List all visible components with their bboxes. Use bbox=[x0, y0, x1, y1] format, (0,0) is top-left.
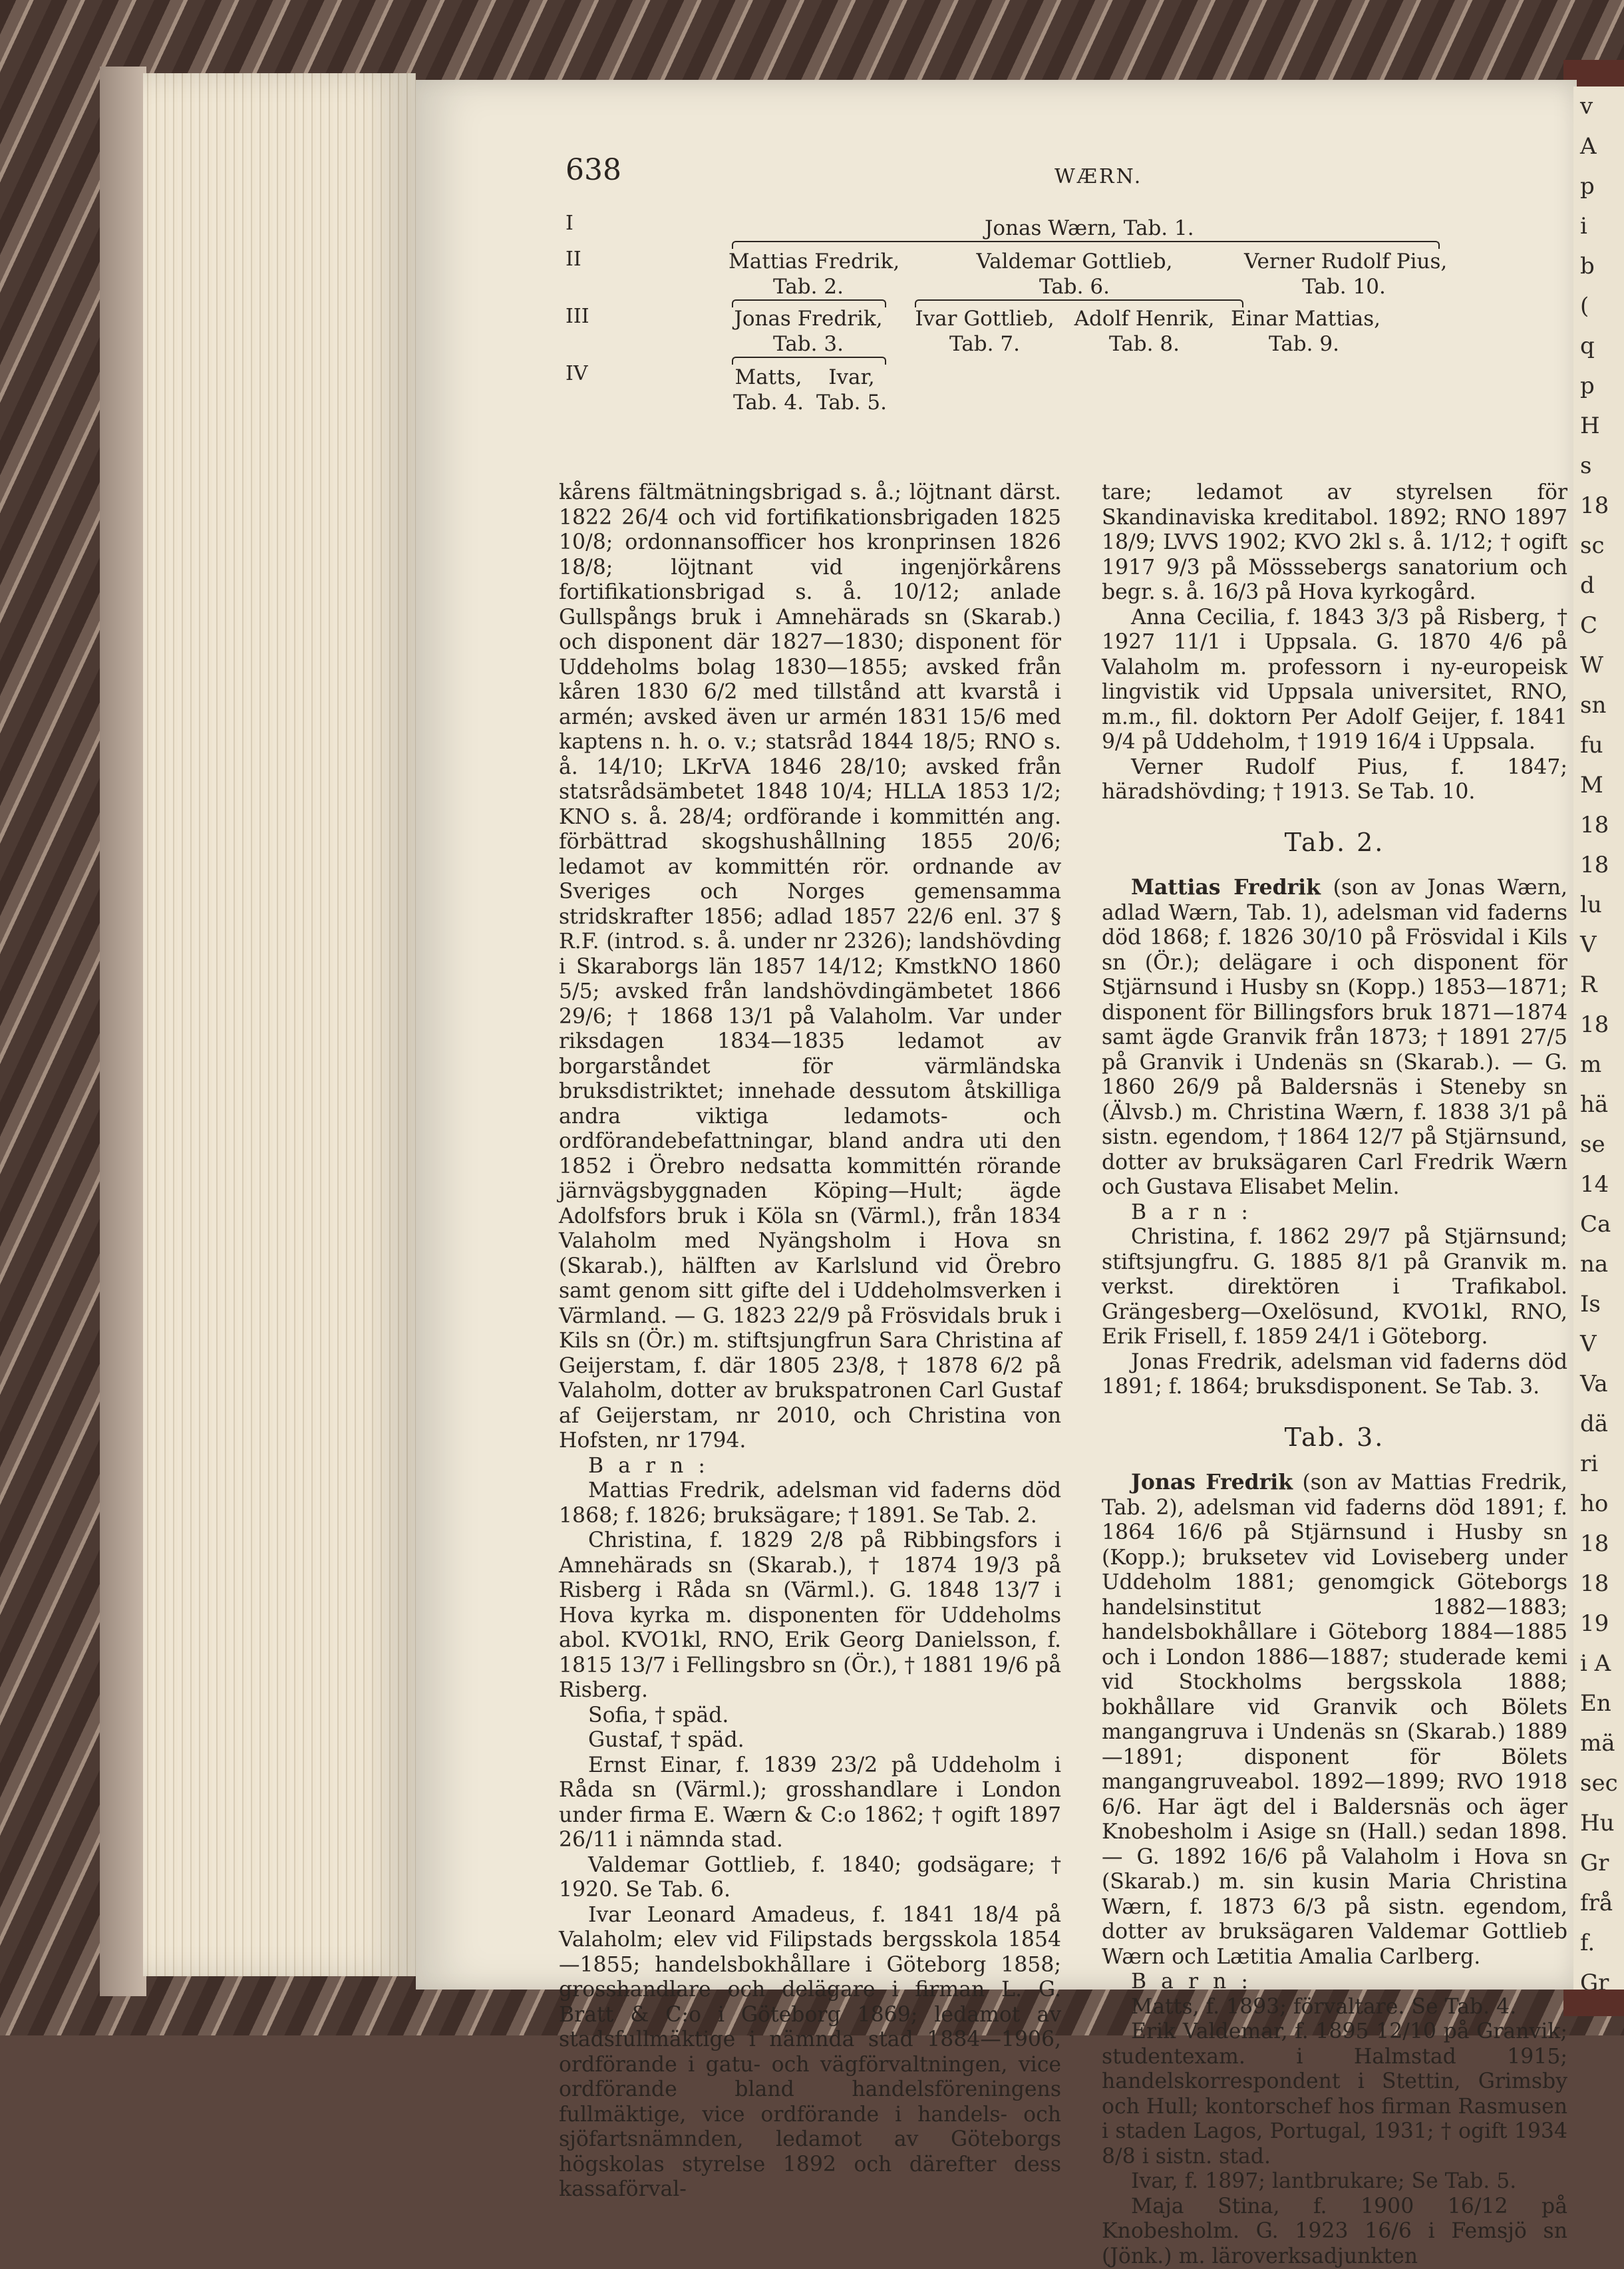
gen3-entry: Ivar Gottlieb, Tab. 7. bbox=[911, 306, 1058, 357]
entry-name: Jonas Fredrik bbox=[1131, 1470, 1293, 1494]
generation-numeral: II bbox=[566, 248, 581, 271]
gen3-entry: Einar Mattias, Tab. 9. bbox=[1231, 306, 1377, 357]
facing-page-fragment-line: hä bbox=[1573, 1085, 1624, 1125]
table-heading: Tab. 2. bbox=[1102, 830, 1567, 856]
generation-numeral: IV bbox=[566, 362, 588, 385]
gen3-entry: Adolf Henrik, Tab. 8. bbox=[1071, 306, 1218, 357]
facing-page-fragment-line: C bbox=[1573, 606, 1624, 645]
child-entry: Christina, f. 1829 2/8 på Ribbingsfors i Amnehärads sn (Skarab.), † 1874 19/3 på Risberg i Råda sn (Värml.). G. 1848 13/7 i Hova kyrka m. disponenten för Uddeholms abol. KVO1kl, RNO, Erik Georg Danielsson, f. 1815 13/7 i Fellingsbro sn (Ör.), † 1881 19/6 på Risberg. bbox=[559, 1528, 1061, 1703]
facing-page-fragment-line: En bbox=[1573, 1683, 1624, 1723]
entry-text: (son av Jonas Wærn, adlad Wærn, Tab. 1), adelsman vid faderns död 1868; f. 1826 30/10 på Frösvidal i Kils sn (Ör.); delägare i och disponent för Stjärnsund i Husby sn (Kopp.) 1853—1871; disponent för Billingsfors bruk 1871—1874 samt ägde Granvik från 1873; † 1891 27/5 på Granvik i Undenäs sn (Skarab.). — G. 1860 26/9 på Baldersnäs i Steneby sn (Älvsb.) m. Christina Wærn, f. 1838 3/1 på sistn. egendom, † 1864 12/7 på Stjärnsund, dotter av bruksägaren Carl Fredrik Wærn och Gustava Elisabet Melin. bbox=[1102, 876, 1567, 1199]
facing-page-fragment-line: 18 bbox=[1573, 1005, 1624, 1045]
entry-text: (son av Mattias Fredrik, Tab. 2), adelsman vid faderns död 1891; f. 1864 16/6 på Stjärnsund i Husby sn (Kopp.); bruksetev vid Loviseberg under Uddeholm 1881; genomgick Göteborgs handelsinstitut 1882—1883; handelsbokhållare i Göteborg 1884—1885 och i London 1886—1887; studerade kemi vid Stockholms bergsskola 1888; bokhållare vid Granvik och Bölets mangangruva i Undenäs sn (Skarab.) 1889—1891; disponent för Bölets mangangruveabol. 1892—1899; RVO 1918 6/6. Har ägt del i Baldersnäs och äger Knobesholm i Asige sn (Hall.) sedan 1898. — G. 1892 16/6 på Valaholm i Hova sn (Skarab.) m. sin kusin Maria Christina Wærn, f. 1873 6/3 på sistn. egendom, dotter av bruksägaren Valdemar Gottlieb Wærn och Lætitia Amalia Carlberg. bbox=[1102, 1471, 1567, 1969]
facing-page-fragment-line: Va bbox=[1573, 1364, 1624, 1404]
facing-page-fragment-line: Ca bbox=[1573, 1204, 1624, 1244]
child-entry: Jonas Fredrik, adelsman vid faderns död 1891; f. 1864; bruksdisponent. Se Tab. 3. bbox=[1102, 1350, 1567, 1400]
facing-page-fragment-line: 18 bbox=[1573, 486, 1624, 526]
facing-page-fragment-line: na bbox=[1573, 1244, 1624, 1284]
facing-page-fragment-line: Gr bbox=[1573, 1963, 1624, 1990]
child-entry: Matts, f. 1893; förvaltare. Se Tab. 4. bbox=[1102, 1995, 1567, 2020]
genealogy-brace bbox=[732, 241, 1440, 249]
facing-page-fragment-line: ( bbox=[1573, 286, 1624, 326]
table-heading: Tab. 3. bbox=[1102, 1425, 1567, 1451]
gen3-entry: Jonas Fredrik, Tab. 3. bbox=[732, 306, 885, 357]
facing-page-fragment-line: 14 bbox=[1573, 1164, 1624, 1204]
child-entry: Ivar, f. 1897; lantbrukare; Se Tab. 5. bbox=[1102, 2169, 1567, 2194]
facing-page-fragment-line: Hu bbox=[1573, 1803, 1624, 1843]
facing-page-fragment-line: R bbox=[1573, 965, 1624, 1005]
gen2-entry: Valdemar Gottlieb, Tab. 6. bbox=[975, 249, 1174, 299]
page-stack-edge bbox=[143, 73, 416, 1976]
facing-page-fragment-line: lu bbox=[1573, 885, 1624, 925]
cover-board-edge bbox=[100, 67, 146, 1996]
facing-page-fragment-line: 18 bbox=[1573, 1564, 1624, 1604]
paragraph: tare; ledamot av styrelsen för Skandinaviska kreditabol. 1892; RNO 1897 18/9; LVVS 1902; KVO 2kl s. å. 1/12; † ogift 1917 9/3 på Mösssebergs sanatorium och begr. s. å. 16/3 på Hova kyrkogård. bbox=[1102, 480, 1567, 606]
facing-page-fragment-line: 18 bbox=[1573, 845, 1624, 885]
facing-page-fragment-line: 19 bbox=[1573, 1604, 1624, 1644]
facing-page-fragment-line: i A bbox=[1573, 1644, 1624, 1683]
facing-page-fragment-line: ri bbox=[1573, 1444, 1624, 1484]
facing-page-fragment-line: dä bbox=[1573, 1404, 1624, 1444]
facing-page-fragment-line: M bbox=[1573, 765, 1624, 805]
facing-page-fragment-line: mä bbox=[1573, 1723, 1624, 1763]
facing-page-fragment-line: V bbox=[1573, 1324, 1624, 1364]
facing-page-fragment-line: v bbox=[1573, 87, 1624, 126]
facing-page-fragment bbox=[1573, 87, 1624, 1990]
gen2-entry: Mattias Fredrik, Tab. 2. bbox=[729, 249, 888, 299]
facing-page-fragment-line: f. bbox=[1573, 1923, 1624, 1963]
facing-page-fragment-line: W bbox=[1573, 645, 1624, 685]
genealogy-brace bbox=[732, 357, 886, 365]
child-entry: Gustaf, † späd. bbox=[559, 1728, 1061, 1753]
running-head: WÆRN. bbox=[1055, 165, 1142, 188]
facing-page-fragment-line: A bbox=[1573, 126, 1624, 166]
paragraph: kårens fältmätningsbrigad s. å.; löjtnant därst. 1822 26/4 och vid fortifikationsbrigaden 1825 10/8; ordonnansofficer hos kronprinsen 1826 18/8; löjtnant vid ingenjörkårens fortifikationsbrigad s. å. 10/12; anlade Gullspångs bruk i Amnehärads sn (Skarab.) och disponent där 1827—1830; disponent för Uddeholms bolag 1830—1855; avsked från kåren 1830 6/2 med tillstånd att kvarstå i armén; avsked även ur armén 1831 15/6 med kaptens n. h. o. v.; statsråd 1844 18/5; RNO s. å. 14/10; LKrVA 1846 28/10; avsked från statsrådsämbetet 1848 10/4; HLLA 1853 1/2; KNO s. å. 28/4; ordförande i kommittén ang. förbättrad skogshushållning 1855 20/6; ledamot av kommittén rör. ordnande av Sveriges och Norges gemensamma stridskrafter 1856; adlad 1857 22/6 enl. 37 § R.F. (introd. s. å. under nr 2326); landshövding i Skaraborgs län 1857 14/12; KmstkNO 1860 5/5; avsked från landshövdingämbetet 1866 29/6; † 1868 13/1 på Valaholm. Var under riksdagen 1834—1835 ledamot av borgarståndet för värmländska bruksdistriktet; innehade dessutom åtskilliga andra viktiga ledamots- och ordförandebefattningar, bland andra uti den 1852 i Örebro nedsatta kommittén rörande järnvägsbyggnaden Köping—Hult; ägde Adolfsfors bruk i Köla sn (Värml.), från 1834 Valaholm med Nyängsholm i Hova sn (Skarab.), hälften av Karlslund vid Örebro samt genom sitt gifte del i Uddeholmsverken i Värmland. — G. 1823 22/9 på Frösvidals bruk i Kils sn (Ör.) m. stiftsjungfrun Sara Christina af Geijerstam, f. där 1805 23/8, † 1878 6/2 på Valaholm, dotter av brukspatronen Carl Gustaf af Geijerstam, nr 2010, och Christina von Hofsten, nr 1794. bbox=[559, 480, 1061, 1454]
generation-numeral: III bbox=[566, 305, 589, 328]
facing-page-fragment-line: s bbox=[1573, 446, 1624, 486]
facing-page-fragment-line: q bbox=[1573, 326, 1624, 366]
children-heading: B a r n : bbox=[559, 1454, 1061, 1479]
facing-page-fragment-line: 18 bbox=[1573, 805, 1624, 845]
facing-page-fragment-line: Is bbox=[1573, 1284, 1624, 1324]
facing-page-fragment-line: frå bbox=[1573, 1883, 1624, 1923]
child-entry: Ivar Leonard Amadeus, f. 1841 18/4 på Valaholm; elev vid Filipstads bergsskola 1854—1855; handelsbokhållare i Göteborg 1858; grosshandlare och delägare i firman L. G. Bratt & C:o i Göteborg 1869; ledamot av stadsfullmäktige i nämnda stad 1884—1906, ordförande i gatu- och vägförvaltningen, vice ordförande bland handelsföreningens fullmäktige, vice ordförande i handels- och sjöfartsnämnden, ledamot av Göteborgs högskolas styrelse 1892 och därefter dess kassaförval- bbox=[559, 1903, 1061, 2202]
child-entry: Christina, f. 1862 29/7 på Stjärnsund; stiftsjungfru. G. 1885 8/1 på Granvik m. verkst. direktören i Trafikabol. Grängesberg—Oxelösund, KVO1kl, RNO, Erik Frisell, f. 1859 24/1 i Göteborg. bbox=[1102, 1225, 1567, 1350]
facing-page-fragment-line: b bbox=[1573, 246, 1624, 286]
child-entry: Anna Cecilia, f. 1843 3/3 på Risberg, † 1927 11/1 i Uppsala. G. 1870 4/6 på Valaholm m. professorn i ny-europeisk lingvistik vid Uppsala universitet, RNO, m.m., fil. doktorn Per Adolf Geijer, f. 1841 9/4 på Uddeholm, † 1919 16/4 i Uppsala. bbox=[1102, 606, 1567, 755]
child-entry: Sofia, † späd. bbox=[559, 1703, 1061, 1729]
child-entry: Ernst Einar, f. 1839 23/2 på Uddeholm i Råda sn (Värml.); grosshandlare i London under firma E. Wærn & C:o 1862; † ogift 1897 26/11 i nämnda stad. bbox=[559, 1753, 1061, 1853]
facing-page-fragment-line: H bbox=[1573, 406, 1624, 446]
right-text-column bbox=[1102, 480, 1567, 2269]
left-text-column bbox=[559, 480, 1061, 2202]
child-entry: Verner Rudolf Pius, f. 1847; häradshövding; † 1913. Se Tab. 10. bbox=[1102, 755, 1567, 805]
gen2-entry: Verner Rudolf Pius, Tab. 10. bbox=[1244, 249, 1444, 299]
facing-page-fragment-line: 18 bbox=[1573, 1524, 1624, 1564]
facing-page-fragment-line: se bbox=[1573, 1125, 1624, 1164]
facing-page-fragment-line: m bbox=[1573, 1045, 1624, 1085]
facing-page-fragment-line: p bbox=[1573, 166, 1624, 206]
page-number: 638 bbox=[566, 153, 621, 187]
facing-page-fragment-line: sec bbox=[1573, 1763, 1624, 1803]
founder-name: Jonas Wærn, Tab. 1. bbox=[985, 216, 1194, 241]
children-heading: B a r n : bbox=[1102, 1200, 1567, 1226]
children-heading: B a r n : bbox=[1102, 1970, 1567, 1995]
facing-page-fragment-line: i bbox=[1573, 206, 1624, 246]
facing-page-fragment-line: p bbox=[1573, 366, 1624, 406]
facing-page-fragment-line: V bbox=[1573, 925, 1624, 965]
facing-page-fragment-line: sn bbox=[1573, 685, 1624, 725]
child-entry: Erik Valdemar, f. 1895 12/10 på Granvik; studentexam. i Halmstad 1915; handelskorrespondent i Stettin, Grimsby och Hull; kontorschef hos firman Rasmusen i staden Lagos, Portugal, 1931; † ogift 1934 8/8 i sistn. stad. bbox=[1102, 2019, 1567, 2169]
entry-name: Mattias Fredrik bbox=[1131, 875, 1321, 900]
gen4-entry: Ivar, Tab. 5. bbox=[815, 365, 888, 415]
child-entry: Mattias Fredrik, adelsman vid faderns död 1868; f. 1826; bruksägare; † 1891. Se Tab. 2. bbox=[559, 1479, 1061, 1528]
facing-page-fragment-line: d bbox=[1573, 566, 1624, 606]
facing-page-fragment-line: Gr bbox=[1573, 1843, 1624, 1883]
child-entry: Valdemar Gottlieb, f. 1840; godsägare; † 1920. Se Tab. 6. bbox=[559, 1853, 1061, 1903]
facing-page-fragment-line: sc bbox=[1573, 526, 1624, 566]
facing-page-fragment-line: fu bbox=[1573, 725, 1624, 765]
child-entry: Maja Stina, f. 1900 16/12 på Knobesholm. G. 1923 16/6 i Femsjö sn (Jönk.) m. läroverksadjunkten bbox=[1102, 2194, 1567, 2269]
facing-page-fragment-line: ho bbox=[1573, 1484, 1624, 1524]
generation-numeral: I bbox=[566, 212, 573, 235]
gen4-entry: Matts, Tab. 4. bbox=[729, 365, 808, 415]
